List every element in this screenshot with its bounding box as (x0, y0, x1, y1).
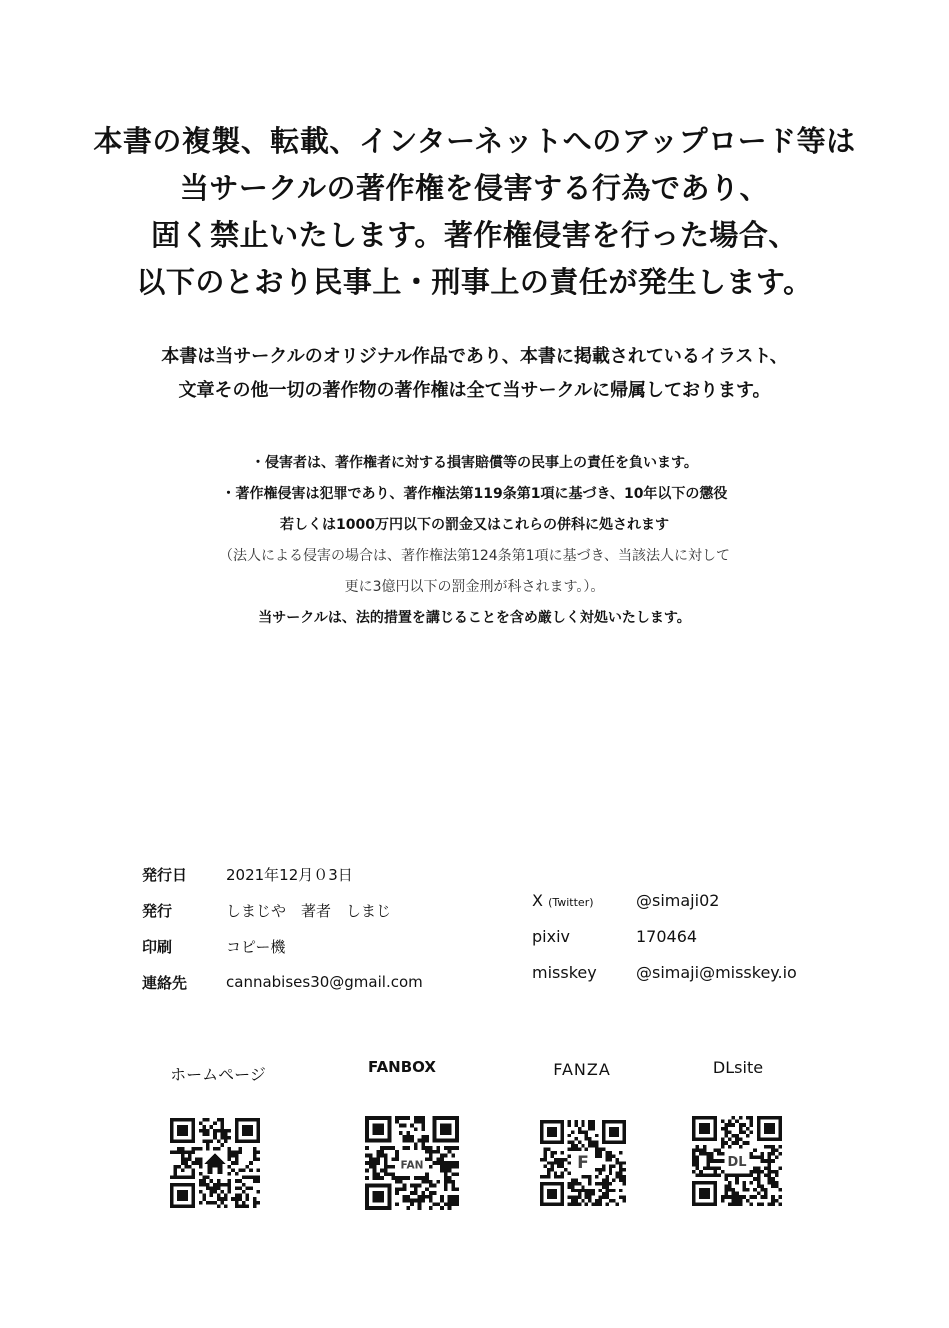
fanbox-label: FANBOX (368, 1058, 436, 1076)
publisher-value: しまじや 著者 しまじ (226, 901, 392, 920)
dlsite-label: DLsite (712, 1058, 764, 1077)
misskey-handle[interactable]: @simaji@misskey.io (636, 962, 797, 982)
print-value: コピー機 (226, 937, 286, 956)
fanza-qr-code[interactable] (540, 1120, 626, 1206)
twitter-label-text: X (532, 890, 543, 910)
contact-label: 連絡先 (142, 973, 188, 992)
print-label: 印刷 (142, 937, 173, 956)
social-accounts (532, 882, 797, 990)
headline-line: 本書の複製、転載、インターネットへのアップロード等は (93, 124, 856, 158)
intro-line: 文章その他一切の著作物の著作権は全て当サークルに帰属しております。 (178, 380, 771, 401)
svg-text:F: F (577, 1152, 589, 1173)
note-line: 当サークルは、法的措置を講じることを含め厳しく対処いたします。 (258, 610, 691, 626)
qr-links (0, 1058, 949, 1228)
svg-text:DL: DL (727, 1155, 747, 1171)
colophon-row-contact (142, 964, 423, 1000)
pixiv-id[interactable]: 170464 (636, 926, 698, 946)
headline-line: 当サークルの著作権を侵害する行為であり、 (179, 171, 770, 205)
homepage-qr-code[interactable] (170, 1118, 260, 1208)
note-line: 若しくは1000万円以下の罰金又はこれらの併科に処されます (280, 517, 669, 533)
fanza-label: FANZA (553, 1060, 611, 1079)
copyright-headline (0, 118, 949, 306)
social-row-misskey (532, 954, 797, 990)
headline-line: 固く禁止いたします。著作権侵害を行った場合、 (151, 218, 798, 252)
date-label: 発行日 (142, 865, 188, 884)
note-line: ・著作権侵害は犯罪であり、著作権法第119条第1項に基づき、10年以下の懲役 (221, 486, 728, 502)
pixiv-label: pixiv (532, 926, 570, 946)
colophon-row-publisher (142, 892, 423, 928)
colophon (142, 856, 423, 1000)
colophon-row-print (142, 928, 423, 964)
twitter-handle[interactable]: @simaji02 (636, 890, 720, 910)
social-row-pixiv (532, 918, 797, 954)
legal-notes (0, 448, 949, 634)
headline-line: 以下のとおり民事上・刑事上の責任が発生します。 (136, 265, 813, 299)
date-value: 2021年12月０3日 (226, 865, 353, 884)
twitter-label (532, 891, 636, 910)
social-row-twitter (532, 882, 797, 918)
intro-line: 本書は当サークルのオリジナル作品であり、本書に掲載されているイラスト、 (161, 346, 788, 367)
twitter-sub-label: (Twitter) (548, 895, 594, 909)
note-line: 更に3億円以下の罰金刑が科されます。）。 (344, 579, 605, 595)
note-line: ・侵害者は、著作権者に対する損害賠償等の民事上の責任を負います。 (251, 455, 698, 471)
svg-text:FAN: FAN (400, 1159, 424, 1172)
colophon-row-date (142, 856, 423, 892)
note-line: （法人による侵害の場合は、著作権法第124条第1項に基づき、当該法人に対して (218, 548, 731, 564)
dlsite-qr-code[interactable] (692, 1116, 782, 1206)
contact-email[interactable]: cannabises30@gmail.com (226, 973, 423, 991)
publisher-label: 発行 (142, 901, 173, 920)
misskey-label: misskey (532, 962, 597, 982)
copyright-intro (0, 340, 949, 408)
homepage-label: ホームページ (170, 1065, 266, 1084)
fanbox-qr-code[interactable] (365, 1116, 459, 1210)
